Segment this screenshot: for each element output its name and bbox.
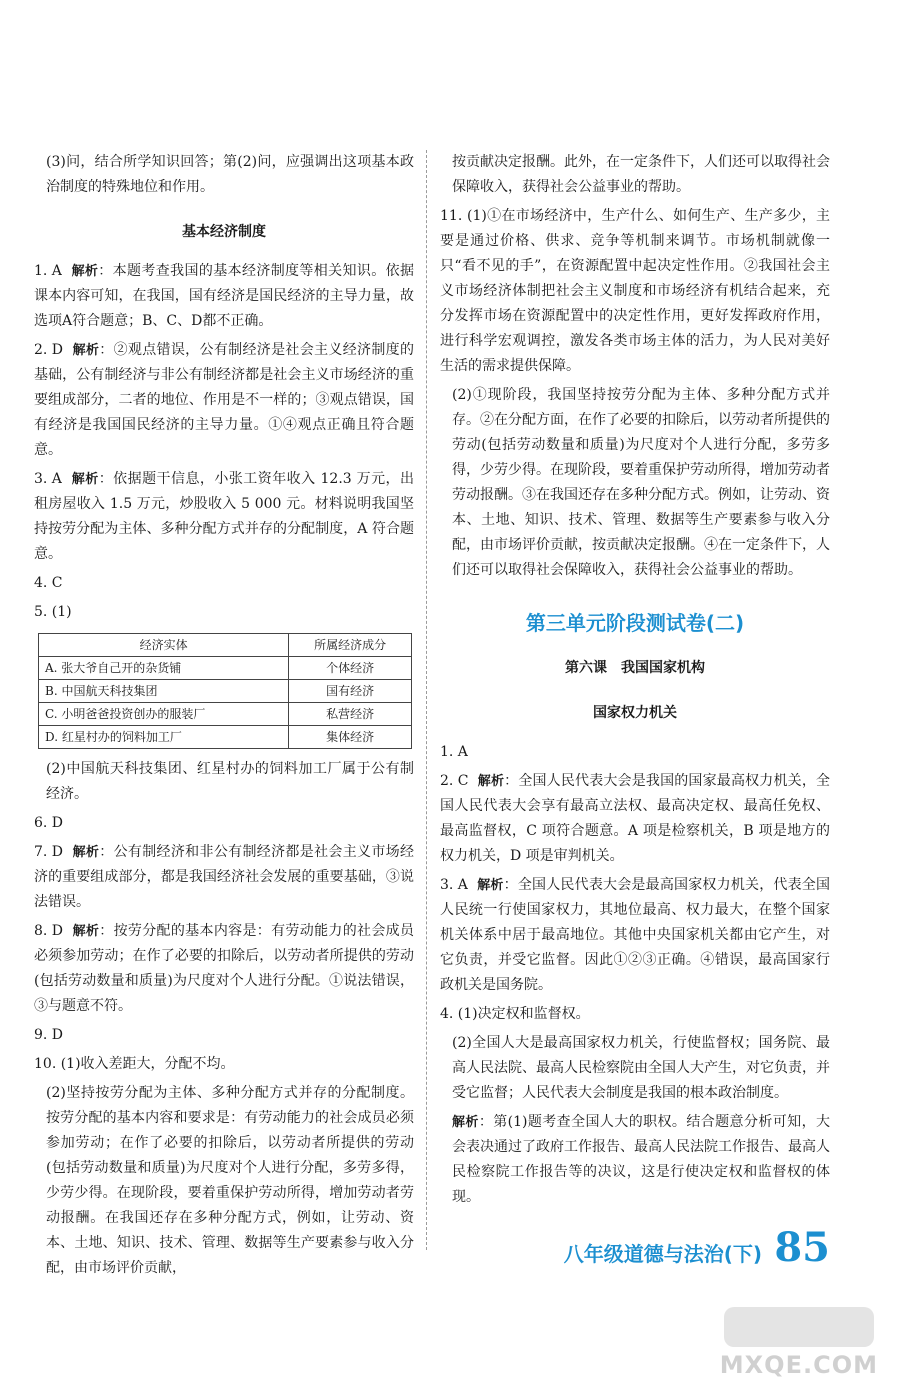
answer-text: ：按劳分配的基本内容是：有劳动能力的社会成员必须参加劳动；在作了必要的扣除后，以劳动者所提供的劳动(包括劳动数量和质量)为尺度对个人进行分配。①说法错误，③与题意不符。 [34, 923, 414, 1014]
answer-q11-part1: 11. (1)①在市场经济中，生产什么、如何生产、生产多少，主要是通过价格、供求、竞争等机制来调节。市场机制就像一只“看不见的手”，在资源配置中起决定性作用。②我国社会主义市场经济体制把社会主义制度和市场经济有机结合起来，充分发挥市场在资源配置中的决定性作用，更好发挥政府作用，进行科学宏观调控，激发各类市场主体的活力，为人民对美好生活的需求提供保障。 [440, 208, 830, 374]
analysis-label: 解析 [72, 924, 100, 939]
table-header: 经济实体 [39, 634, 289, 657]
answer-text: ：本题考查我国的基本经济制度等相关知识。依据课本内容可知，在我国，国有经济是国民经济的主导力量，故选项A符合题意；B、C、D都不正确。 [34, 263, 414, 329]
analysis-label: 解析 [72, 845, 100, 860]
table-cell: D. 红星村办的饲料加工厂 [39, 726, 289, 749]
analysis-label: 解析 [72, 343, 100, 358]
answer-q4-part2: (2)全国人大是最高国家权力机关，行使监督权；国务院、最高人民法院、最高人民检察院由全国人大产生，对它负责，并受它监督；人民代表大会制度是我国的根本政治制度。 [452, 1035, 830, 1101]
answer-item [34, 259, 414, 334]
table-header-row [39, 634, 412, 657]
answer-number: 2. D [34, 342, 64, 358]
table-header: 所属经济成分 [289, 634, 412, 657]
answer-q4-part1: 4. (1)决定权和监督权。 [440, 1006, 590, 1022]
answer-text: ：公有制经济和非公有制经济都是社会主义市场经济的重要组成部分，都是我国经济社会发展的重要基础，③说法错误。 [34, 844, 414, 910]
book-title: 八年级道德与法治(下) [563, 1242, 762, 1266]
answer-text: ：全国人民代表大会是最高国家权力机关，代表全国人民统一行使国家权力，其地位最高、权力最大，在整个国家机关体系中居于最高地位。其他中央国家机关都由它产生，对它负责，并受它监督。因此①②③正确。④错误，最高国家行政机关是国务院。 [440, 877, 831, 993]
table-cell: 国有经济 [289, 680, 412, 703]
table-cell: B. 中国航天科技集团 [39, 680, 289, 703]
table-row [39, 726, 412, 749]
answer-q10-part2: (2)坚持按劳分配为主体、多种分配方式并存的分配制度。按劳分配的基本内容和要求是：有劳动能力的社会成员必须参加劳动；在作了必要的扣除后，以劳动者所提供的劳动(包括劳动数量和质量)为尺度对个人进行分配，多劳多得，少劳少得。在现阶段，要着重保护劳动所得，增加劳动者劳动报酬。在我国还存在多种分配方式，例如，让劳动、资本、土地、知识、技术、管理、数据等生产要素参与收入分配，由市场评价贡献， [46, 1085, 414, 1276]
lesson-title: 第六课 我国国家机构 [565, 660, 705, 676]
answer-item [440, 769, 830, 869]
continued-paragraph: 按贡献决定报酬。此外，在一定条件下，人们还可以取得社会保障收入，获得社会公益事业的帮助。 [452, 154, 830, 195]
analysis-label: 解析 [71, 264, 99, 279]
analysis-label: 解析 [452, 1115, 479, 1130]
analysis-label: 解析 [71, 472, 99, 487]
answer-text: ：全国人民代表大会是我国的国家最高权力机关，全国人民代表大会享有最高立法权、最高决定权、最高任免权、最高监督权，C 项符合题意。A 项是检察机关，B 项是地方的权力机关，D 项是审判机关。 [440, 773, 831, 864]
answer-number: 7. D [34, 844, 64, 860]
table-cell: 个体经济 [289, 657, 412, 680]
unit-test-title: 第三单元阶段测试卷(二) [525, 611, 745, 635]
watermark-text: MXQE.COM [719, 1351, 878, 1379]
analysis-text: ：第(1)题考查全国人大的职权。结合题意分析可知，大会表决通过了政府工作报告、最高人民法院工作报告、最高人民检察院工作报告等的决议，这是行使决定权和监督权的体现。 [452, 1114, 830, 1205]
answer-number: 3. A [440, 877, 468, 893]
answer-text: ：依据题干信息，小张工资年收入 12.3 万元，出租房屋收入 1.5 万元，炒股收入 5 000 元。材料说明我国坚持按劳分配为主体、多种分配方式并存的分配制度，A 符合题意。 [34, 471, 414, 562]
answer-q9: 9. D [34, 1027, 64, 1043]
watermark-badge [724, 1307, 874, 1347]
analysis-label: 解析 [477, 774, 505, 789]
table-cell: C. 小明爸爸投资创办的服装厂 [39, 703, 289, 726]
answer-q4-analysis [440, 1110, 830, 1210]
answer-number: 2. C [440, 773, 469, 789]
right-column [440, 150, 830, 1214]
answer-item [34, 338, 414, 463]
answer-q5-part1: 5. (1) [34, 604, 72, 620]
intro-paragraph: (3)问，结合所学知识回答；第(2)问，应强调出这项基本政治制度的特殊地位和作用。 [46, 154, 414, 195]
table-cell: 私营经济 [289, 703, 412, 726]
answer-q4: 4. C [34, 575, 63, 591]
table-cell: A. 张大爷自己开的杂货铺 [39, 657, 289, 680]
answer-q6: 6. D [34, 815, 64, 831]
column-divider [426, 150, 427, 1250]
section-title-basic-economy: 基本经济制度 [182, 224, 266, 240]
table-row [39, 680, 412, 703]
answer-number: 3. A [34, 471, 62, 487]
section-title-state-power: 国家权力机关 [593, 705, 677, 721]
answer-q1: 1. A [440, 744, 468, 760]
table-cell: 集体经济 [289, 726, 412, 749]
answer-q10-part1: 10. (1)收入差距大，分配不均。 [34, 1056, 235, 1072]
answer-q5-part2: (2)中国航天科技集团、红星村办的饲料加工厂属于公有制经济。 [46, 761, 414, 802]
answer-item [34, 840, 414, 915]
answer-number: 1. A [34, 263, 62, 279]
answer-item [34, 467, 414, 567]
answer-q11-part2: (2)①现阶段，我国坚持按劳分配为主体、多种分配方式并存。②在分配方面，在作了必要的扣除后，以劳动者所提供的劳动(包括劳动数量和质量)为尺度对个人进行分配，多劳多得，少劳少得。在现阶段，要着重保护劳动所得，增加劳动者劳动报酬。③在我国还存在多种分配方式。例如，让劳动、资本、土地、知识、技术、管理、数据等生产要素参与收入分配，由市场评价贡献，按贡献决定报酬。④在一定条件下，人们还可以取得社会保障收入，获得社会公益事业的帮助。 [452, 387, 830, 578]
answer-text: ：②观点错误，公有制经济是社会主义经济制度的基础，公有制经济与非公有制经济都是社会主义市场经济的重要组成部分，二者的地位、作用是不一样的；③观点错误，国有经济是我国国民经济的主导力量。①④观点正确且符合题意。 [34, 342, 414, 458]
answer-number: 8. D [34, 923, 64, 939]
answer-item [440, 873, 830, 998]
table-row [39, 703, 412, 726]
answer-item [34, 919, 414, 1019]
watermark-logo [716, 1305, 886, 1383]
table-row [39, 657, 412, 680]
page-number: 85 [774, 1224, 830, 1271]
analysis-label: 解析 [477, 878, 504, 893]
left-column [34, 150, 414, 1285]
economy-table [38, 633, 412, 749]
